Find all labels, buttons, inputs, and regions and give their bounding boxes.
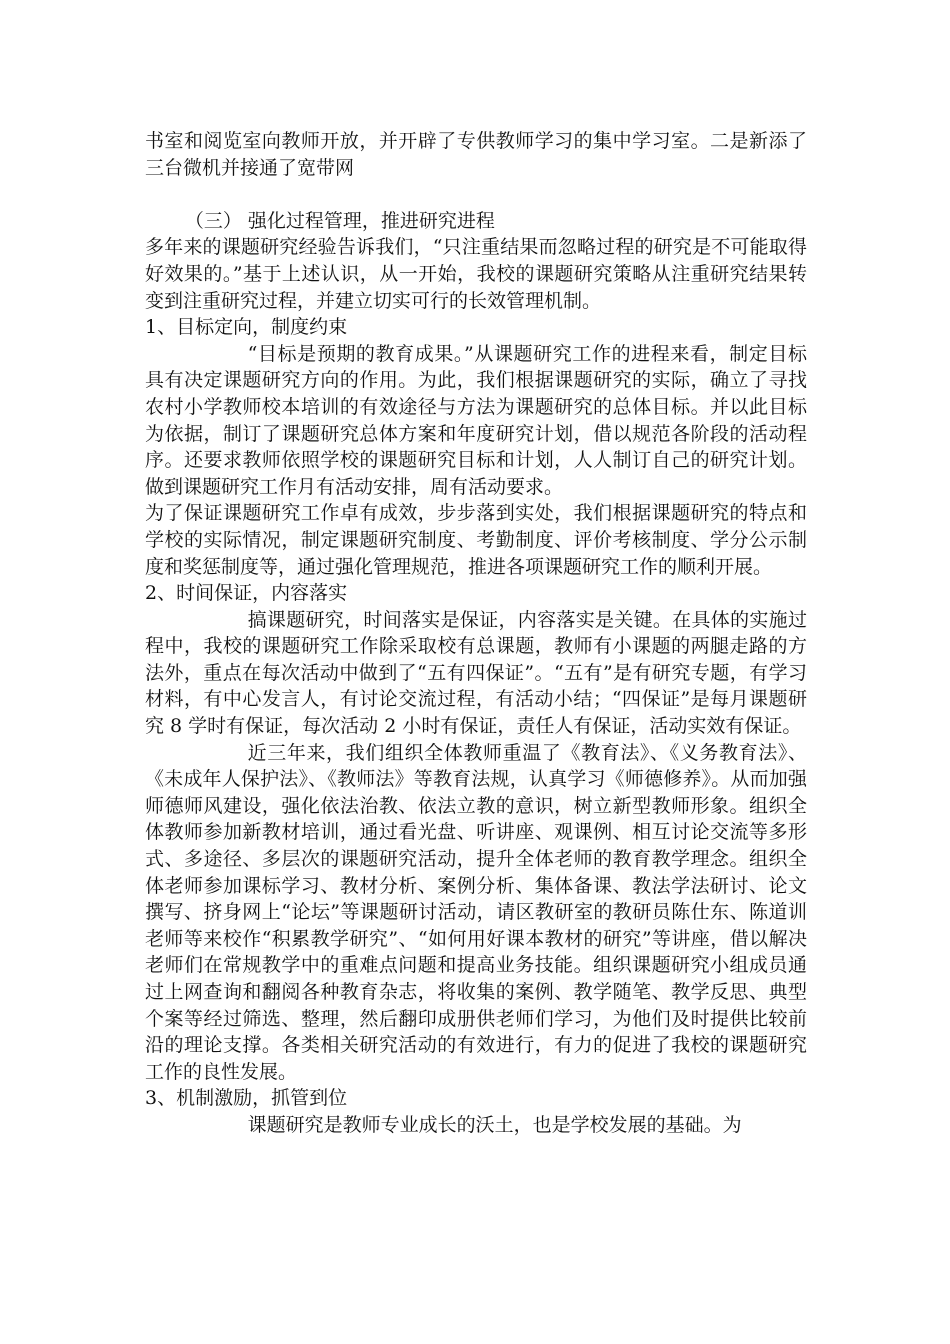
paragraph-resources: 书室和阅览室向教师开放，并开辟了专供教师学习的集中学习室。二是新添了三台微机并接通了宽带网 [145,130,807,179]
document-page [145,128,807,1139]
subheading-2: 2、时间保证，内容落实 [145,582,348,605]
paragraph-time: 搞课题研究，时间落实是保证，内容落实是关键。在具体的实施过程中，我校的课题研究工作除采取校有总课题，教师有小课题的两腿走路的方法外，重点在每次活动中做到了“五有四保证”。“五有”是有研究专题，有学习材料，有中心发言人，有讨论交流过程，有活动小结；“四保证”是每月课题研究 8 学时有保证，每次活动 2 小时有保证，责任人有保证，活动实效有保证。 [145,608,807,738]
paragraph-incentive: 课题研究是教师专业成长的沃土，也是学校发展的基础。为 [247,1113,742,1136]
paragraph-goal: “目标是预期的教育成果。”从课题研究工作的进程来看，制定目标具有决定课题研究方向的作用。为此，我们根据课题研究的实际，确立了寻找农村小学教师校本培训的有效途径与方法为课题研究的总体目标。并以此目标为依据，制订了课题研究总体方案和年度研究计划，借以规范各阶段的活动程序。还要求教师依照学校的课题研究目标和计划，人人制订自己的研究计划。做到课题研究工作月有活动安排，周有活动要求。 [145,342,807,498]
subheading-3: 3、机制激励，抓管到位 [145,1087,348,1110]
paragraph-process-intro: 多年来的课题研究经验告诉我们，“只注重结果而忽略过程的研究是不可能取得好效果的。”基于上述认识，从一开始，我校的课题研究策略从注重研究结果转变到注重研究过程，并建立切实可行的长效管理机制。 [145,236,807,312]
blank-line [145,181,807,208]
paragraph-activities: 近三年来，我们组织全体教师重温了《教育法》、《义务教育法》、《未成年人保护法》、《教师法》等教育法规，认真学习《师德修养》。从而加强师德师风建设，强化依法治教、依法立教的意识，树立新型教师形象。组织全体教师参加新教材培训，通过看光盘、听讲座、观课例、相互讨论交流等多形式、多途径、多层次的课题研究活动，提升全体老师的教育教学理念。组织全体老师参加课标学习、教材分析、案例分析、集体备课、教法学法研讨、论文撰写、挤身网上“论坛”等课题研讨活动，请区教研室的教研员陈仕东、陈道训老师等来校作“积累教学研究”、“如何用好课本教材的研究”等讲座，借以解决老师们在常规教学中的重难点问题和提高业务技能。组织课题研究小组成员通过上网查询和翻阅各种教育杂志，将收集的案例、教学随笔、教学反思、典型个案等经过筛选、整理，然后翻印成册供老师们学习，为他们及时提供比较前沿的理论支撑。各类相关研究活动的有效进行，有力的促进了我校的课题研究工作的良性发展。 [145,741,807,1083]
subheading-1: 1、目标定向，制度约束 [145,316,348,339]
section-heading-3: （三） 强化过程管理，推进研究进程 [184,209,495,232]
paragraph-system: 为了保证课题研究工作卓有成效，步步落到实处，我们根据课题研究的特点和学校的实际情况，制定课题研究制度、考勤制度、评价考核制度、学分公示制度和奖惩制度等，通过强化管理规范，推进各项课题研究工作的顺利开展。 [145,502,807,578]
